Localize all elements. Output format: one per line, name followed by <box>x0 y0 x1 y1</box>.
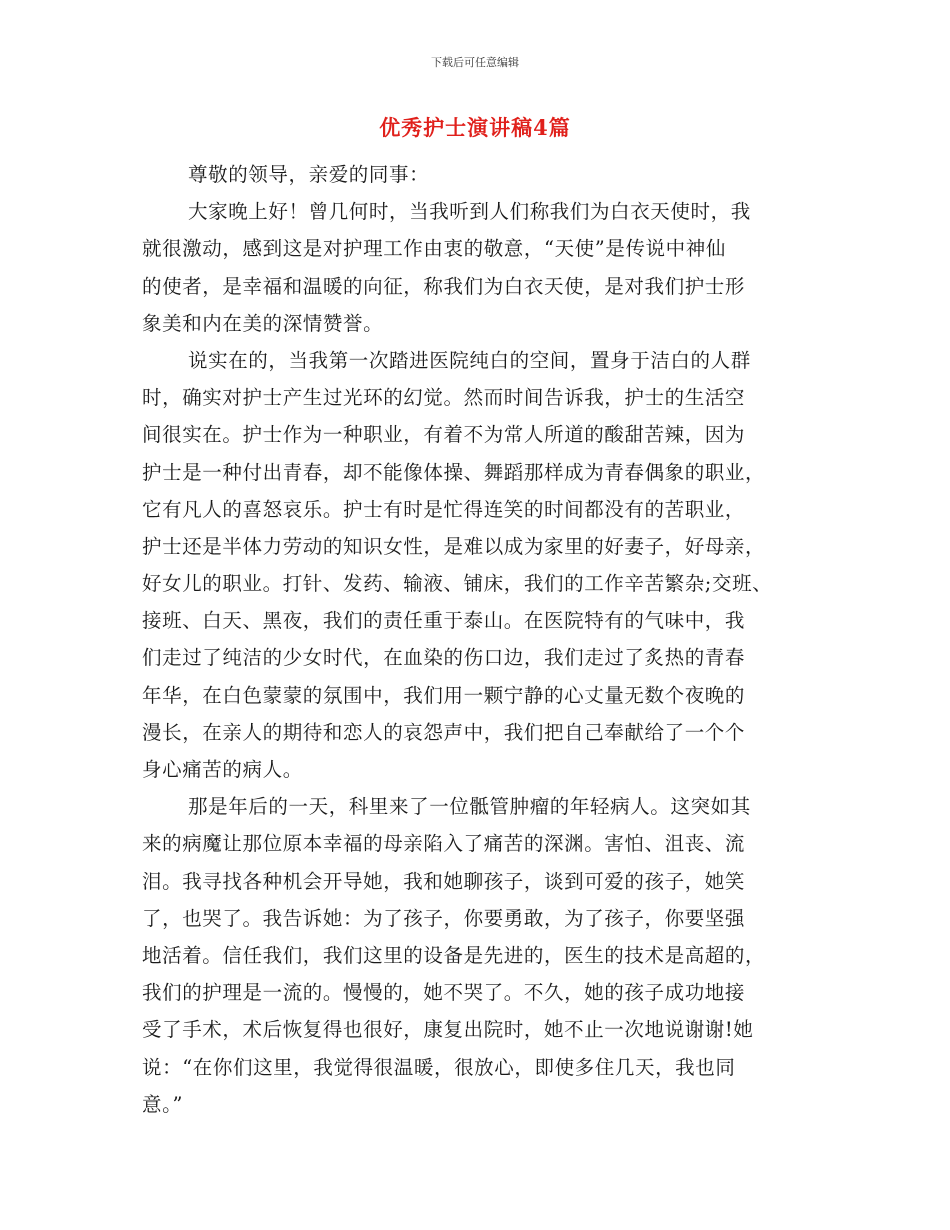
body-line: 意。” <box>142 1092 184 1116</box>
body-line: 护士还是半体力劳动的知识女性，是难以成为家里的好妻子，好母亲， <box>142 534 766 558</box>
body-line: 受了手术，术后恢复得也很好，康复出院时，她不止一次地说谢谢!她 <box>142 1018 754 1042</box>
body-line: 接班、白天、黑夜，我们的责任重于泰山。在医院特有的气味中，我 <box>142 609 746 633</box>
body-line: 们走过了纯洁的少女时代，在血染的伤口边，我们走过了炙热的青春 <box>142 646 746 670</box>
body-line: 它有凡人的喜怒哀乐。护士有时是忙得连笑的时间都没有的苦职业， <box>142 497 746 521</box>
body-line: 了，也哭了。我告诉她：为了孩子，你要勇敢，为了孩子，你要坚强 <box>142 906 746 930</box>
body-line: 年华，在白色蒙蒙的氛围中，我们用一颗宁静的心丈量无数个夜晚的 <box>142 683 746 707</box>
body-line: 来的病魔让那位原本幸福的母亲陷入了痛苦的深渊。害怕、沮丧、流 <box>142 832 746 856</box>
body-line: 就很激动，感到这是对护理工作由衷的敬意，“天使”是传说中神仙 <box>142 237 726 261</box>
body-line: 的使者，是幸福和温暖的向征，称我们为白衣天使，是对我们护士形 <box>142 274 746 298</box>
body-line: 漫长，在亲人的期待和恋人的哀怨声中，我们把自己奉献给了一个个 <box>142 720 746 744</box>
body-line: 尊敬的领导，亲爱的同事： <box>188 163 430 186</box>
body-line: 象美和内在美的深情赞誉。 <box>142 311 384 335</box>
body-line: 大家晚上好！曾几何时，当我听到人们称我们为白衣天使时，我 <box>188 200 751 224</box>
body-line: 间很实在。护士作为一种职业，有着不为常人所道的酸甜苦辣，因为 <box>142 423 746 447</box>
document-body <box>142 156 812 1123</box>
body-line: 时，确实对护士产生过光环的幻觉。然而时间告诉我，护士的生活空 <box>142 386 746 410</box>
body-line: 说：“在你们这里，我觉得很温暖，很放心，即使多住几天，我也同 <box>142 1055 736 1079</box>
body-line: 好女儿的职业。打针、发药、输液、铺床，我们的工作辛苦繁杂;交班、 <box>142 572 773 596</box>
body-line: 说实在的，当我第一次踏进医院纯白的空间，置身于洁白的人群 <box>188 348 751 372</box>
body-line: 身心痛苦的病人。 <box>142 758 303 781</box>
body-line: 我们的护理是一流的。慢慢的，她不哭了。不久，她的孩子成功地接 <box>142 981 746 1005</box>
body-line: 那是年后的一天，科里来了一位骶管肿瘤的年轻病人。这突如其 <box>188 795 751 819</box>
header-note: 下载后可任意编辑 <box>431 56 519 69</box>
body-line: 地活着。信任我们，我们这里的设备是先进的，医生的技术是高超的， <box>142 943 766 967</box>
body-line: 护士是一种付出青春，却不能像体操、舞蹈那样成为青春偶象的职业， <box>142 460 766 484</box>
body-line: 泪。我寻找各种机会开导她，我和她聊孩子，谈到可爱的孩子，她笑 <box>142 869 746 893</box>
document-title: 优秀护士演讲稿4篇 <box>379 115 571 140</box>
